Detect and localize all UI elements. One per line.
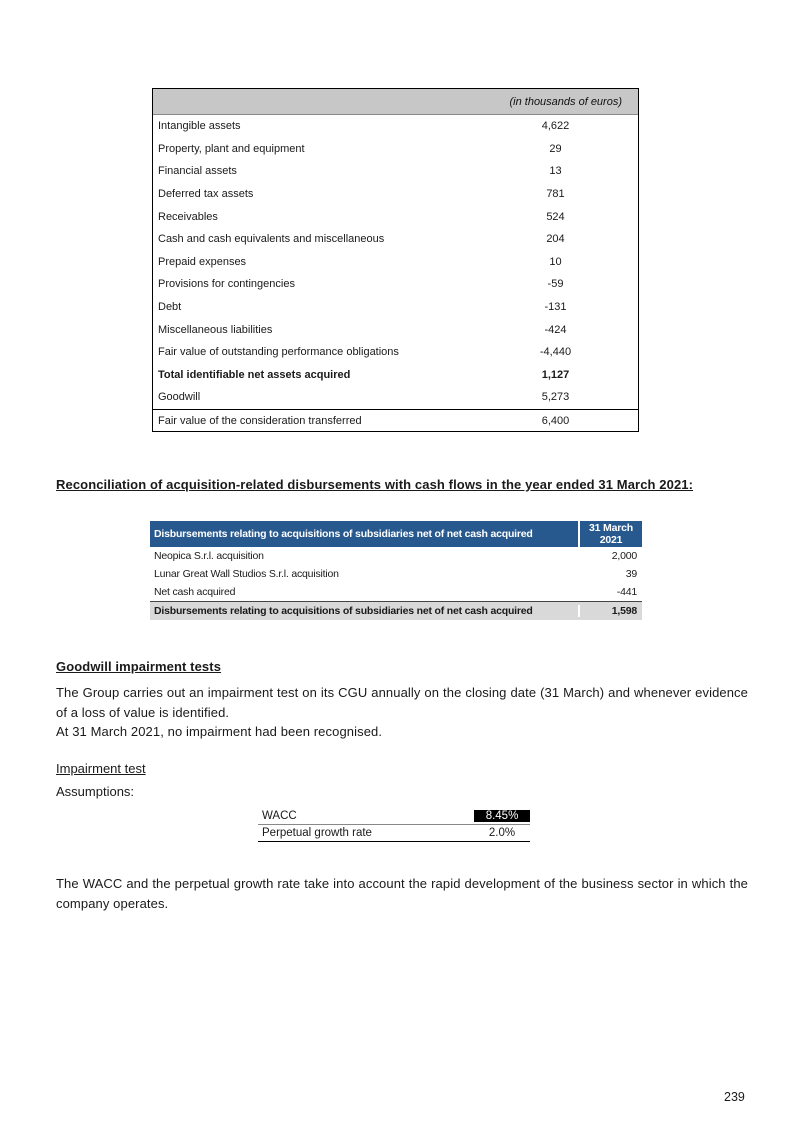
row-label: WACC [262,810,297,822]
row-value: 13 [549,165,562,178]
table-row [153,273,638,296]
row-label: Net cash acquired [154,586,236,598]
row-value: 29 [549,142,562,155]
row-label: Receivables [158,210,218,223]
table-row [150,565,642,583]
row-label: Fair value of the consideration transferred [158,414,362,427]
row-label: Lunar Great Wall Studios S.r.l. acquisition [154,568,339,580]
table-row [153,228,638,251]
table-row [153,318,638,341]
row-value: -59 [547,278,564,291]
row-label: Perpetual growth rate [262,827,372,839]
table-header-units [153,89,638,115]
row-value: -424 [544,323,567,336]
table-row [153,138,638,161]
disbursements-table [150,521,642,620]
impairment-paragraph-2: At 31 March 2021, no impairment had been recognised. [56,724,383,739]
table-row [153,160,638,183]
table-row [153,183,638,206]
table-row-total [153,364,638,387]
table-row [150,547,642,565]
impairment-paragraph-1: The Group carries out an impairment test on its CGU annually on the closing date (31 March) and whenever evidence of a loss of value is identified. [56,685,748,720]
row-value: 6,400 [541,414,570,427]
row-value: 204 [546,233,565,246]
table-row [153,341,638,364]
table-row [153,409,638,432]
row-value-highlighted: 8.45% [474,810,530,822]
row-label: Intangible assets [158,120,241,133]
footer-value: 1,598 [578,605,642,617]
page-number: 239 [724,1090,745,1104]
units-note: (in thousands of euros) [509,95,622,108]
assumptions-table [258,808,530,842]
row-value: 2,000 [611,550,637,562]
row-label: Total identifiable net assets acquired [158,368,351,381]
table-row [258,808,530,825]
assumptions-label: Assumptions: [56,784,135,799]
row-label: Fair value of outstanding performance obligations [158,346,399,359]
row-value: 10 [549,255,562,268]
table-footer-row [150,601,642,620]
row-label: Deferred tax assets [158,188,254,201]
row-value: 781 [546,188,565,201]
row-value: 39 [625,568,637,580]
row-value: 1,127 [541,368,570,381]
table-row [153,386,638,409]
row-label: Neopica S.r.l. acquisition [154,550,264,562]
row-label: Property, plant and equipment [158,142,305,155]
table-header-row [150,521,642,547]
header-label: Disbursements relating to acquisitions of subsidiaries net of net cash acquired [154,528,533,540]
row-label: Goodwill [158,391,201,404]
reconciliation-heading: Reconciliation of acquisition-related disbursements with cash flows in the year ended 31 March 2021: [56,477,694,492]
row-label: Miscellaneous liabilities [158,323,273,336]
row-label: Cash and cash equivalents and miscellaneous [158,233,385,246]
row-value: 524 [546,210,565,223]
impairment-test-subheading: Impairment test [56,761,146,776]
table-row [153,251,638,274]
row-value: -441 [616,586,637,598]
table-row [153,296,638,319]
table-row [258,825,530,842]
closing-paragraph: The WACC and the perpetual growth rate take into account the rapid development of the business sector in which the company operates. [56,876,748,911]
row-label: Financial assets [158,165,237,178]
row-label: Debt [158,301,182,314]
table-row [150,583,642,601]
header-period: 31 March 2021 [578,521,642,547]
table-row [153,115,638,138]
table-row [153,205,638,228]
row-value: 4,622 [541,120,570,133]
row-value: 2.0% [488,827,516,839]
row-value: 5,273 [541,391,570,404]
goodwill-heading: Goodwill impairment tests [56,659,222,674]
row-label: Prepaid expenses [158,255,247,268]
row-value: -4,440 [539,346,572,359]
footer-label: Disbursements relating to acquisitions of subsidiaries net of net cash acquired [154,605,533,617]
row-label: Provisions for contingencies [158,278,295,291]
net-assets-table [152,88,639,432]
row-value: -131 [544,301,567,314]
